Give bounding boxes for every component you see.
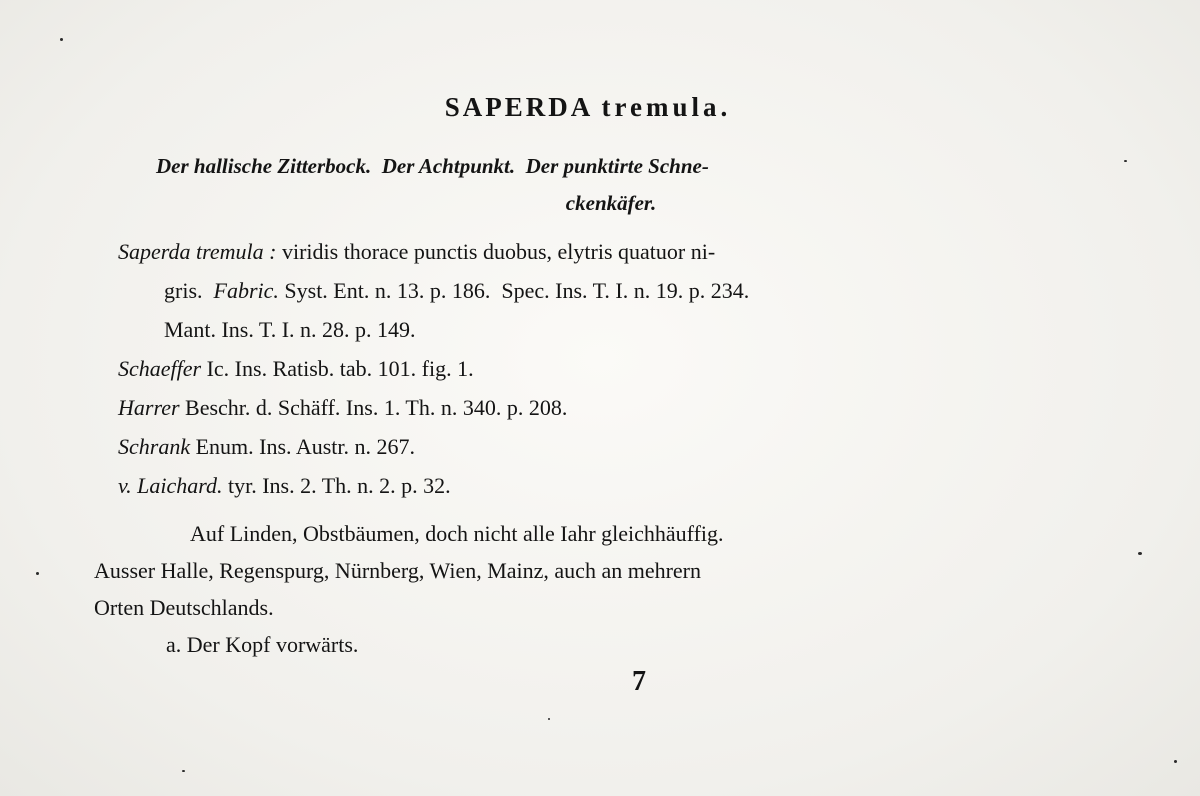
paper-speck — [548, 718, 550, 720]
title-genus: SAPERDA — [444, 92, 592, 122]
paper-speck — [36, 572, 39, 575]
page-title — [0, 92, 1176, 123]
reference-line — [118, 310, 1088, 349]
reference-line — [118, 427, 1088, 466]
reference-text: Mant. Ins. T. I. n. 28. p. 149. — [164, 317, 416, 342]
habitat-line-3: Orten Deutschlands. — [94, 595, 274, 620]
reference-text: Enum. Ins. Austr. n. 267. — [190, 434, 415, 459]
reference-text: Syst. Ent. n. 13. p. 186. Spec. Ins. T. I. n. 19. p. 234. — [278, 278, 750, 303]
paper-speck — [1174, 760, 1177, 763]
german-names-line-1: Der hallische Zitterbock. Der Achtpunkt. Der punktirte Schne- — [156, 154, 709, 178]
reference-author: Schrank — [118, 434, 191, 459]
reference-line — [118, 466, 1088, 505]
reference-text: Beschr. d. Schäff. Ins. 1. Th. n. 340. p. 208. — [179, 395, 568, 420]
habitat-line-2: Ausser Halle, Regenspurg, Nürnberg, Wien, Mainz, auch an mehrern — [94, 558, 701, 583]
reference-author: v. Laichard. — [118, 473, 223, 498]
habitat-paragraph — [94, 515, 1094, 663]
german-names-line-2: ckenkäfer. — [565, 191, 657, 215]
reference-author: Harrer — [118, 395, 180, 420]
reference-author: Fabric. — [213, 278, 279, 303]
paper-speck — [1124, 160, 1127, 162]
reference-text: Ic. Ins. Ratisb. tab. 101. fig. 1. — [201, 356, 474, 381]
paper-speck — [1138, 552, 1142, 555]
reference-line — [118, 388, 1088, 427]
page-number: 7 — [632, 666, 646, 697]
reference-text: gris. — [164, 278, 214, 303]
german-common-names — [156, 148, 1026, 222]
paper-speck — [60, 38, 63, 41]
reference-list — [118, 232, 1088, 505]
reference-text: viridis thorace punctis duobus, elytris quatuor ni- — [276, 239, 716, 264]
paper-speck — [182, 770, 185, 772]
reference-text: tyr. Ins. 2. Th. n. 2. p. 32. — [222, 473, 451, 498]
reference-line — [118, 232, 1088, 271]
reference-author: Schaeffer — [118, 356, 202, 381]
title-species: tremula. — [601, 92, 732, 122]
reference-line — [118, 271, 1088, 310]
reference-author: Saperda tremula : — [118, 239, 277, 264]
reference-line — [118, 349, 1088, 388]
habitat-note: a. Der Kopf vorwärts. — [166, 632, 359, 657]
habitat-line-1: Auf Linden, Obstbäumen, doch nicht alle Iahr gleichhäuffig. — [190, 521, 724, 546]
